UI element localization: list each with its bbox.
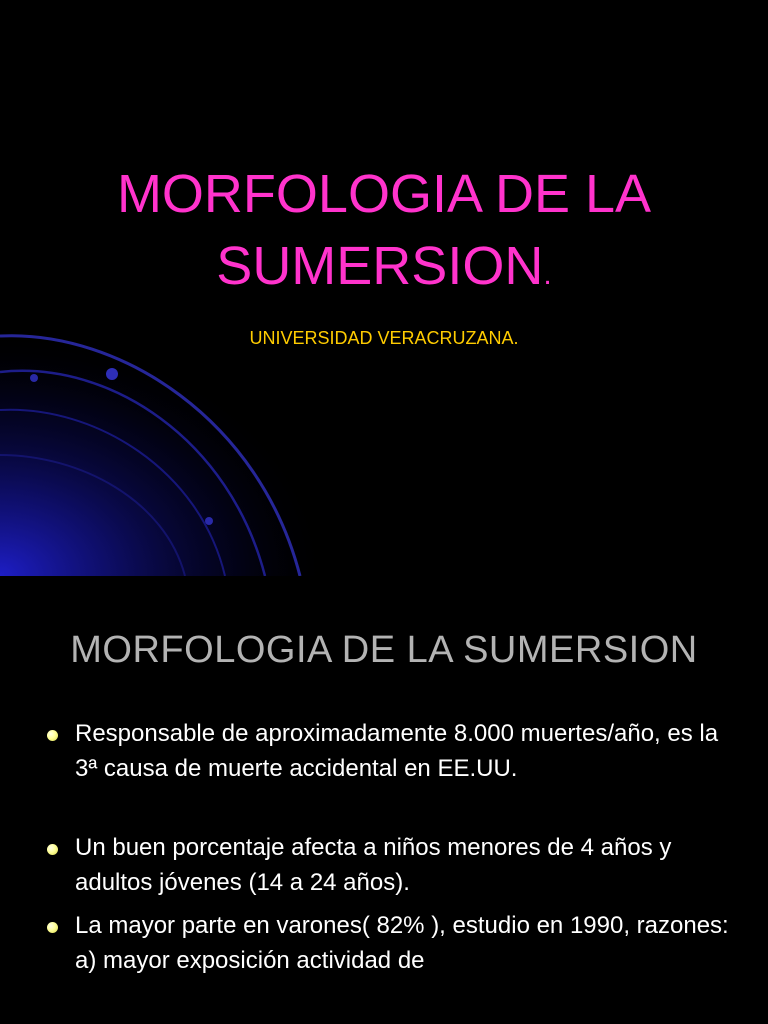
slide-title [0, 158, 768, 311]
list-item [40, 830, 740, 900]
bullet-text: Un buen porcentaje afecta a niños menores de 4 años y adultos jóvenes (14 a 24 años). [75, 834, 672, 896]
yellow-sphere-bullet-icon [47, 922, 58, 933]
content-slide [0, 576, 768, 1024]
list-item [40, 716, 740, 786]
slide-title-text: MORFOLOGIA DE LA SUMERSION [116, 164, 652, 296]
slide-subtitle: UNIVERSIDAD VERACRUZANA. [249, 328, 519, 348]
content-slide-title: MORFOLOGIA DE LA SUMERSION [70, 629, 698, 671]
list-item [40, 908, 740, 978]
bullet-text: Responsable de aproximadamente 8.000 muertes/año, es la 3ª causa de muerte accidental en EE.UU. [75, 720, 719, 782]
yellow-sphere-bullet-icon [47, 730, 58, 741]
bullet-text: La mayor parte en varones( 82% ), estudio en 1990, razones: a) mayor exposición actividad de [75, 912, 729, 974]
bullet-list [40, 716, 740, 978]
yellow-sphere-bullet-icon [47, 844, 58, 855]
slide-title-period: . [543, 258, 552, 291]
